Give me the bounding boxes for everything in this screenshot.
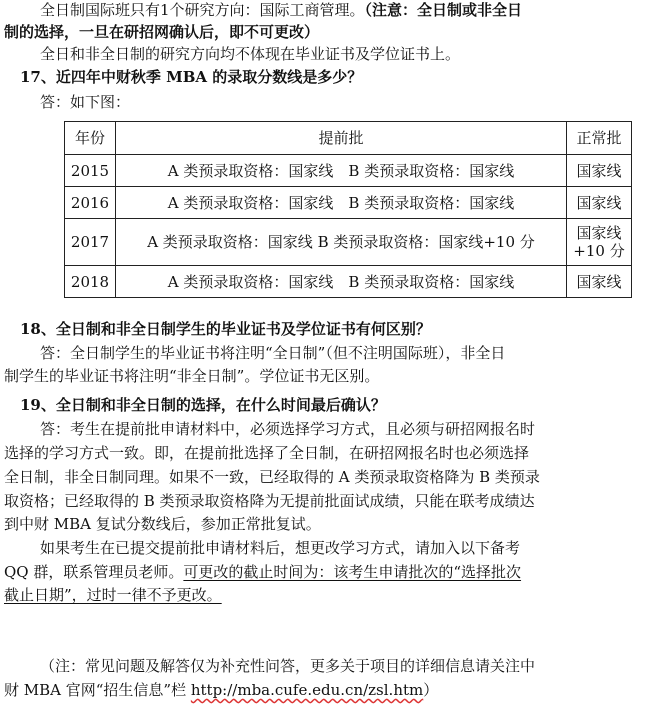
cell-year: 2016	[65, 187, 116, 219]
answer-19-p2-line-2	[4, 562, 521, 582]
cell-early: A 类预录取资格：国家线 B 类预录取资格：国家线	[116, 155, 567, 187]
note-line-2	[4, 680, 438, 700]
deadline-text: 可更改的截止时间为：该考生申请批次的“选择批次	[183, 563, 522, 581]
qq-group-text: QQ 群，联系管理员老师。	[4, 563, 184, 581]
score-table	[64, 121, 632, 298]
note-close: ）	[423, 681, 439, 699]
cell-year: 2018	[65, 266, 116, 298]
table-row	[65, 219, 632, 266]
cell-normal: 国家线	[567, 155, 632, 187]
header-early: 提前批	[116, 122, 567, 155]
answer-19-line: 全日制，非全日制同理。如果不一致，已经取得的 A 类预录取资格降为 B 类预录	[4, 468, 540, 486]
cell-normal: 国家线	[567, 266, 632, 298]
answer-19-line: 取资格；已经取得的 B 类预录取资格降为无提前批面试成绩，只能在联考成绩达	[4, 492, 535, 510]
question-17: 17、近四年中财秋季 MBA 的录取分数线是多少？	[20, 68, 363, 86]
table-row	[65, 187, 632, 219]
cell-early: A 类预录取资格：国家线 B 类预录取资格：国家线	[116, 266, 567, 298]
cell-normal	[567, 219, 632, 266]
answer-18-line-2: 制学生的毕业证书将注明“非全日制”。学位证书无区别。	[4, 367, 380, 385]
note-line-1: （注：常见问题及解答仅为补充性问答，更多关于项目的详细信息请关注中	[40, 657, 536, 675]
table-row	[65, 155, 632, 187]
answer-19-line: 到中财 MBA 复试分数线后，参加正常批复试。	[4, 515, 321, 533]
table-row	[65, 266, 632, 298]
cell-early: A 类预录取资格：国家线 B 类预录取资格：国家线+10 分	[116, 219, 567, 266]
question-19: 19、全日制和非全日制的选择，在什么时间最后确认？	[20, 396, 386, 414]
website-link[interactable]: http://mba.cufe.edu.cn/zsl.htm	[190, 681, 424, 699]
answer-18-line-1: 答：全日制学生的毕业证书将注明“全日制”（但不注明国际班），非全日	[40, 344, 506, 362]
header-normal: 正常批	[567, 122, 632, 155]
intro-text: 全日制国际班只有1个研究方向：国际工商管理。	[40, 1, 365, 19]
cell-normal-line2: +10 分	[573, 242, 625, 260]
cell-year: 2017	[65, 219, 116, 266]
answer-19-line: 选择的学习方式一致。即，在提前批选择了全日制，在研招网报名时也必须选择	[4, 444, 530, 462]
question-18: 18、全日制和非全日制学生的毕业证书及学位证书有何区别？	[20, 320, 431, 338]
header-year: 年份	[65, 122, 116, 155]
cell-normal: 国家线	[567, 187, 632, 219]
intro-warning-cont: 制的选择，一旦在研招网确认后，即不可更改）	[4, 23, 320, 41]
table-header-row	[65, 122, 632, 155]
cell-year: 2015	[65, 155, 116, 187]
answer-17: 答：如下图：	[40, 93, 131, 111]
note-text: 财 MBA 官网“招生信息”栏	[4, 681, 191, 699]
cell-early: A 类预录取资格：国家线 B 类预录取资格：国家线	[116, 187, 567, 219]
intro-line-3: 全日和非全日制的研究方向均不体现在毕业证书及学位证书上。	[40, 45, 461, 63]
answer-19-p2-line-1: 如果考生在已提交提前批申请材料后，想更改学习方式，请加入以下备考	[40, 539, 521, 557]
intro-line-1	[40, 0, 522, 20]
deadline-text-cont: 截止日期”，过时一律不予更改。	[4, 586, 222, 604]
intro-warning: （注意：全日制或非全日	[364, 1, 523, 19]
answer-19-line: 答：考生在提前批申请材料中，必须选择学习方式，且必须与研招网报名时	[40, 420, 536, 438]
cell-normal-line1: 国家线	[576, 224, 622, 242]
